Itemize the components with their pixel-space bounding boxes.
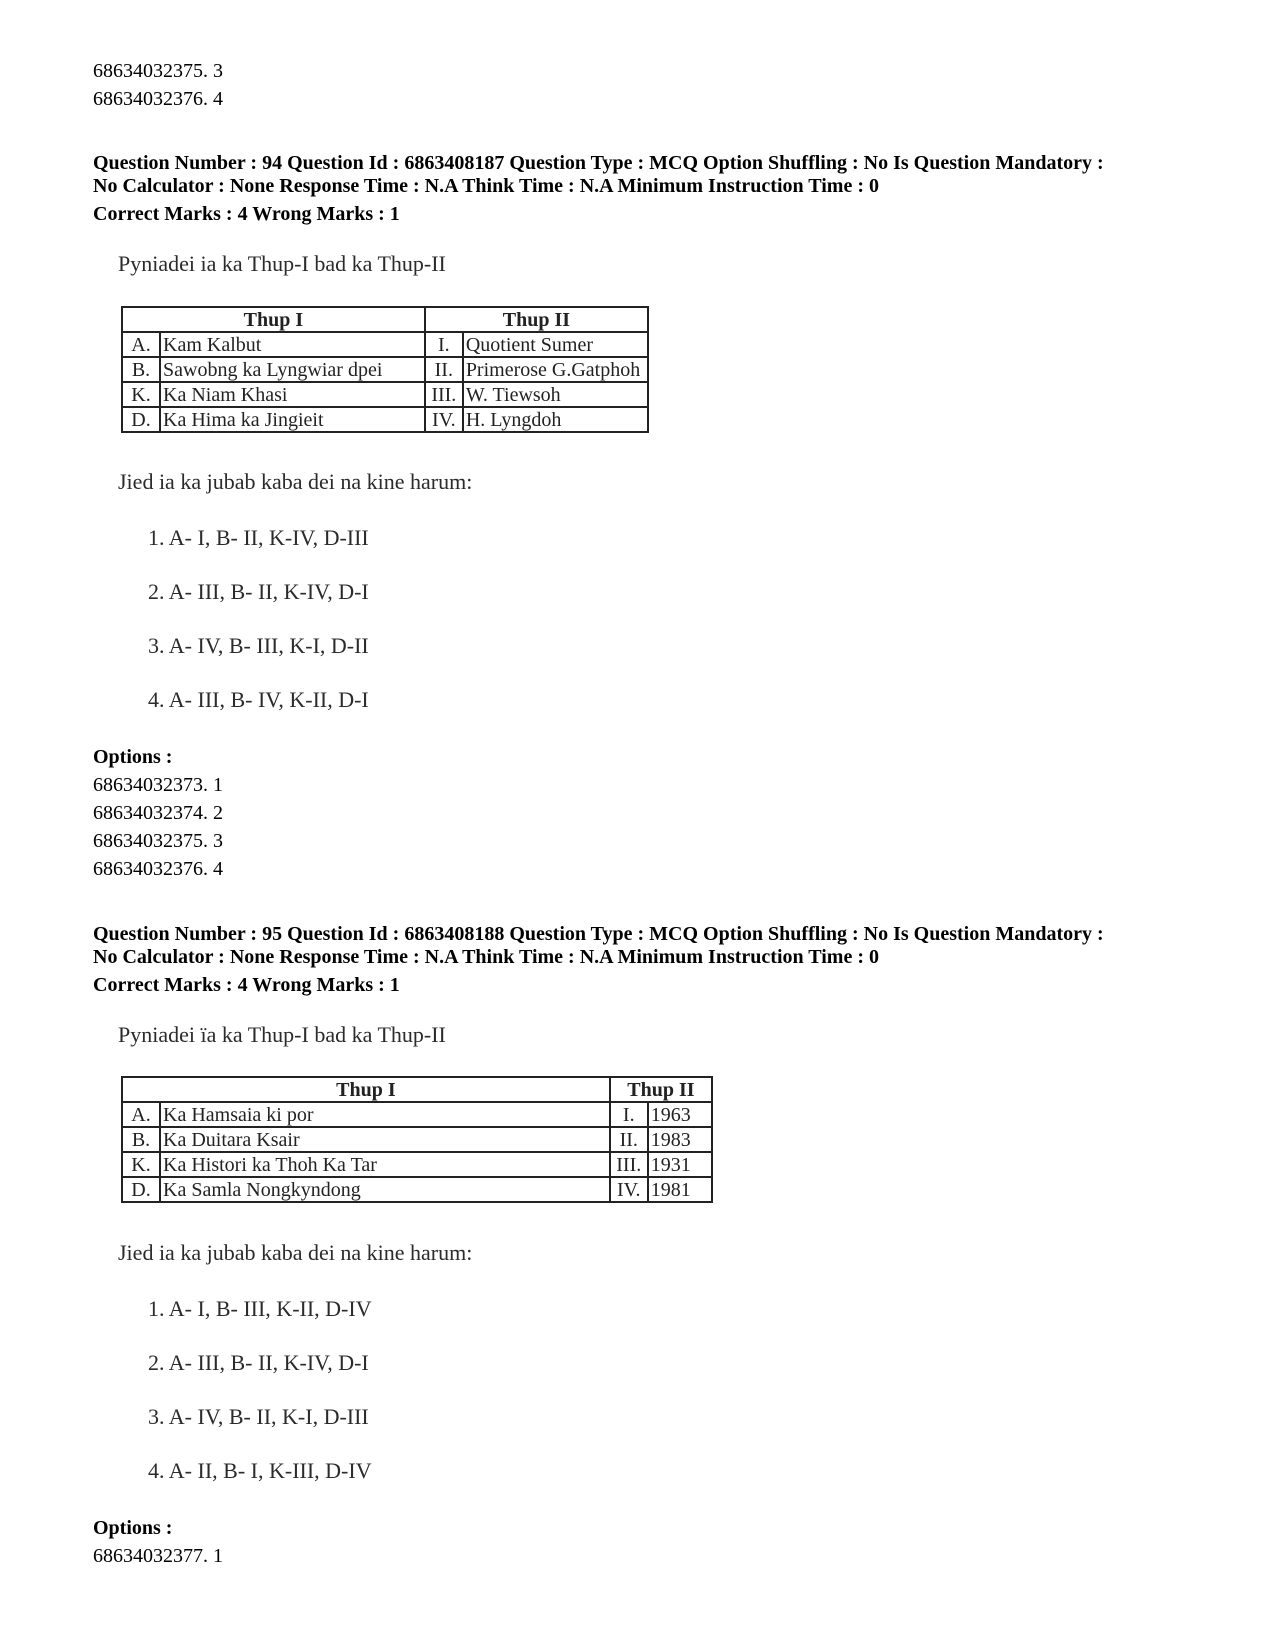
question-prompt: Pyniadei ïa ka Thup-I bad ka Thup-II (118, 1022, 446, 1047)
row-label: D. (122, 1177, 160, 1202)
row-label: IV. (610, 1177, 648, 1202)
question-header: Question Number : 94 Question Id : 6863408187 Question Type : MCQ Option Shuffling : No Is Question Mandatory : (93, 152, 1104, 174)
table-row (122, 332, 648, 357)
match-table (121, 306, 649, 433)
row-item: Ka Hima ka Jingieit (160, 407, 425, 432)
answer-choice: 4. A- II, B- I, K-III, D-IV (148, 1458, 372, 1483)
row-label: K. (122, 382, 160, 407)
table-row (122, 1127, 712, 1152)
question-prompt: Pyniadei ia ka Thup-I bad ka Thup-II (118, 251, 446, 276)
row-item: 1983 (648, 1127, 712, 1152)
table-row (122, 407, 648, 432)
row-item: Ka Duitara Ksair (160, 1127, 610, 1152)
option-line: 68634032373. 1 (93, 774, 223, 796)
row-label: I. (425, 332, 463, 357)
row-item: Primerose G.Gatphoh (463, 357, 648, 382)
answer-choice: 2. A- III, B- II, K-IV, D-I (148, 579, 369, 604)
answer-choice: 1. A- I, B- III, K-II, D-IV (148, 1296, 372, 1321)
option-line: 68634032375. 3 (93, 830, 223, 852)
row-label: B. (122, 1127, 160, 1152)
table-row (122, 1177, 712, 1202)
row-label: II. (610, 1127, 648, 1152)
option-line: 68634032377. 1 (93, 1545, 223, 1567)
row-item: Ka Samla Nongkyndong (160, 1177, 610, 1202)
column-header: Thup I (122, 307, 425, 332)
question-instruction: Jied ia ka jubab kaba dei na kine harum: (118, 469, 473, 494)
row-label: III. (610, 1152, 648, 1177)
column-header: Thup I (122, 1077, 610, 1102)
row-label: III. (425, 382, 463, 407)
row-item: 1963 (648, 1102, 712, 1127)
answer-choice: 1. A- I, B- II, K-IV, D-III (148, 525, 369, 550)
row-item: Sawobng ka Lyngwiar dpei (160, 357, 425, 382)
question-instruction: Jied ia ka jubab kaba dei na kine harum: (118, 1240, 473, 1265)
column-header: Thup II (425, 307, 648, 332)
option-line: 68634032376. 4 (93, 858, 223, 880)
options-label: Options : (93, 1517, 173, 1539)
answer-choice: 4. A- III, B- IV, K-II, D-I (148, 687, 369, 712)
row-item: Kam Kalbut (160, 332, 425, 357)
row-item: Quotient Sumer (463, 332, 648, 357)
row-item: W. Tiewsoh (463, 382, 648, 407)
row-item: Ka Histori ka Thoh Ka Tar (160, 1152, 610, 1177)
row-label: D. (122, 407, 160, 432)
row-label: K. (122, 1152, 160, 1177)
row-label: B. (122, 357, 160, 382)
row-item: 1981 (648, 1177, 712, 1202)
row-label: I. (610, 1102, 648, 1127)
option-line: 68634032374. 2 (93, 802, 223, 824)
question-header: No Calculator : None Response Time : N.A Think Time : N.A Minimum Instruction Time : 0 (93, 946, 879, 968)
answer-choice: 3. A- IV, B- II, K-I, D-III (148, 1404, 369, 1429)
answer-choice: 3. A- IV, B- III, K-I, D-II (148, 633, 369, 658)
options-label: Options : (93, 746, 173, 768)
row-item: Ka Niam Khasi (160, 382, 425, 407)
match-table (121, 1076, 713, 1203)
row-label: A. (122, 1102, 160, 1127)
row-item: Ka Hamsaia ki por (160, 1102, 610, 1127)
row-label: IV. (425, 407, 463, 432)
row-label: II. (425, 357, 463, 382)
row-item: 1931 (648, 1152, 712, 1177)
column-header: Thup II (610, 1077, 712, 1102)
option-line: 68634032376. 4 (93, 88, 223, 110)
row-label: A. (122, 332, 160, 357)
table-row (122, 382, 648, 407)
question-header: Question Number : 95 Question Id : 6863408188 Question Type : MCQ Option Shuffling : No Is Question Mandatory : (93, 923, 1104, 945)
table-row (122, 1152, 712, 1177)
option-line: 68634032375. 3 (93, 60, 223, 82)
row-item: H. Lyngdoh (463, 407, 648, 432)
answer-choice: 2. A- III, B- II, K-IV, D-I (148, 1350, 369, 1375)
question-header: No Calculator : None Response Time : N.A Think Time : N.A Minimum Instruction Time : 0 (93, 175, 879, 197)
table-row (122, 1102, 712, 1127)
question-marks: Correct Marks : 4 Wrong Marks : 1 (93, 974, 400, 996)
question-marks: Correct Marks : 4 Wrong Marks : 1 (93, 203, 400, 225)
table-row (122, 357, 648, 382)
